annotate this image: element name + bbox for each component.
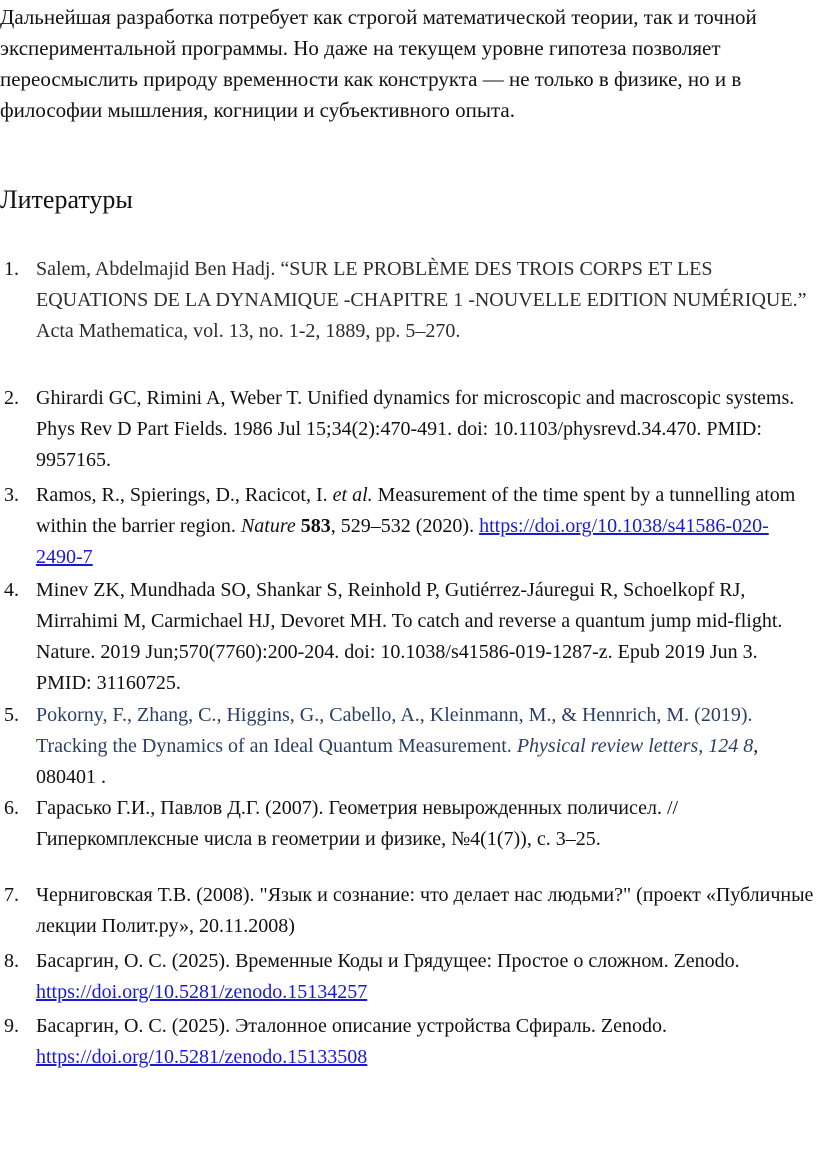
reference-number: 3. [4, 484, 19, 506]
reference-volume: 583 [300, 515, 331, 537]
doi-link[interactable]: https://doi.org/10.1038/s41586-020-2490-7 [36, 515, 769, 568]
reference-number: 9. [4, 1015, 19, 1037]
reference-text [36, 1011, 814, 1073]
reference-number: 1. [4, 258, 19, 280]
reference-number: 8. [4, 950, 19, 972]
zenodo-link[interactable]: https://doi.org/10.5281/zenodo.15133508 [36, 1046, 368, 1068]
intro-paragraph: Дальнейшая разработка потребует как строгой математической теории, так и точной экспериментальной программы. Но даже на текущем уровне гипотеза позволяет переосмыслить природу временности как конструкта — не только в физике, но и в философии мышления, когниции и субъективного опыта. [0, 5, 757, 122]
reference-number: 4. [4, 579, 19, 601]
reference-pages: , 529–532 (2020). [330, 515, 480, 537]
reference-text: Черниговская Т.В. (2008). "Язык и сознание: что делает нас людьми?" (проект «Публичные лекции Полит.ру», 20.11.2008) [36, 884, 814, 937]
reference-text [36, 946, 814, 1008]
reference-text: Salem, Abdelmajid Ben Hadj. “SUR LE PROBLÈME DES TROIS CORPS ET LES EQUATIONS DE LA DYNAMIQUE -CHAPITRE 1 -NOUVELLE EDITION NUMÉRIQUE.” Acta Mathematica, vol. 13, no. 1-2, 1889, pp. 5–270. [36, 258, 807, 342]
reference-text: Ghirardi GC, Rimini A, Weber T. Unified dynamics for microscopic and macroscopic systems. Phys Rev D Part Fields. 1986 Jul 15;34(2):470-491. doi: 10.1103/physrevd.34.470. PMID: 9957165. [36, 387, 795, 471]
reference-number: 6. [4, 797, 19, 819]
reference-journal: Nature [240, 515, 296, 537]
reference-body: Басаргин, О. С. (2025). Эталонное описание устройства Сфираль. Zenodo. [36, 1015, 667, 1037]
reference-body: Басаргин, О. С. (2025). Временные Коды и Грядущее: Простое о сложном. Zenodo. [36, 950, 740, 972]
reference-text: Minev ZK, Mundhada SO, Shankar S, Reinhold P, Gutiérrez-Jáuregui R, Schoelkopf RJ, Mirrahimi M, Carmichael HJ, Devoret MH. To catch and reverse a quantum jump mid-flight. Nature. 2019 Jun;570(7760):200-204. doi: 10.1038/s41586-019-1287-z. Epub 2019 Jun 3. PMID: 31160725. [36, 579, 783, 694]
reference-number: 2. [4, 387, 19, 409]
reference-number: 5. [4, 704, 19, 726]
zenodo-link[interactable]: https://doi.org/10.5281/zenodo.15134257 [36, 981, 368, 1003]
references-heading: Литературы [0, 185, 133, 214]
reference-tail: , 080401 . [36, 735, 759, 788]
reference-number: 7. [4, 884, 19, 906]
reference-etal: et al. [332, 484, 373, 506]
reference-text: Гарасько Г.И., Павлов Д.Г. (2007). Геометрия невырожденных поличисел. // Гиперкомплексные числа в геометрии и физике, №4(1(7)), с. 3–25. [36, 797, 679, 850]
reference-text [36, 700, 814, 793]
reference-text [36, 480, 814, 573]
reference-main: Pokorny, F., Zhang, C., Higgins, G., Cabello, A., Kleinmann, M., & Hennrich, M. (2019). Tracking the Dynamics of an Ideal Quantum Measurement. [36, 704, 753, 757]
reference-title: Measurement of the time spent by a tunnelling atom within the barrier region. [36, 484, 796, 537]
reference-authors: Ramos, R., Spierings, D., Racicot, I. [36, 484, 333, 506]
reference-journal: Physical review letters, 124 8 [516, 735, 754, 757]
